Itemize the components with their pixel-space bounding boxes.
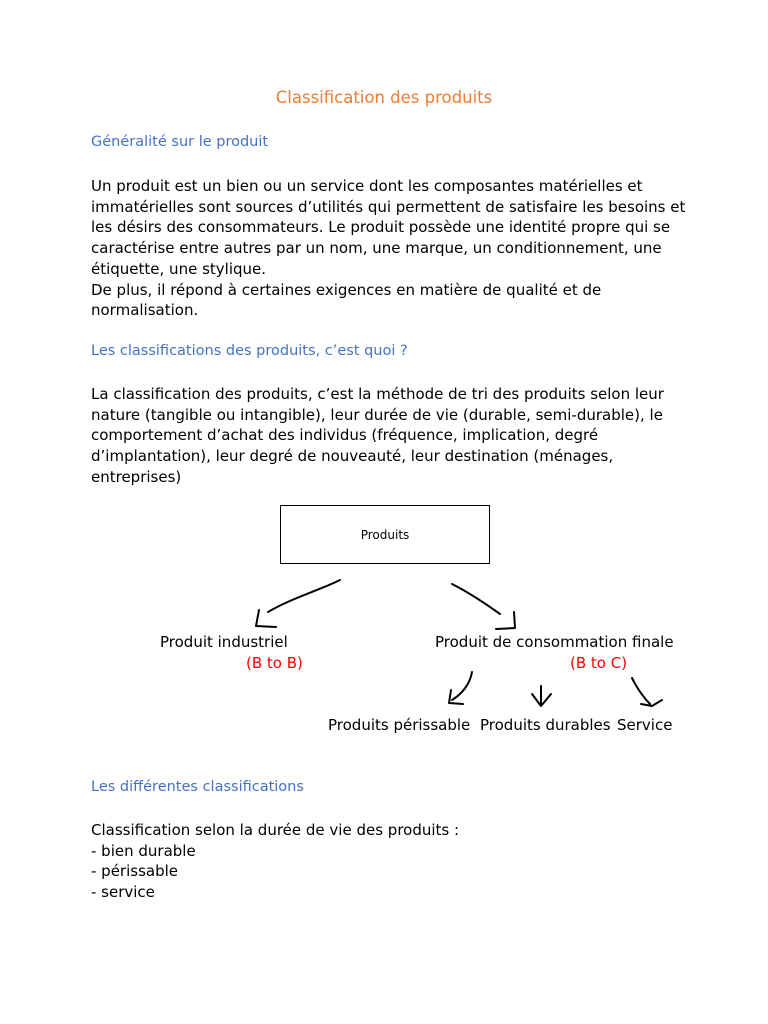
paragraph-line: entreprises) <box>91 467 182 486</box>
paragraph-line: Un produit est un bien ou un service dont les composantes matérielles et <box>91 177 643 195</box>
diagram-label-consommation: Produit de consommation finale <box>435 633 674 651</box>
paragraph-line: La classification des produits, c’est la méthode de tri des produits selon leur <box>91 385 664 403</box>
paragraph-line: comportement d’achat des individus (fréquence, implication, degré <box>91 426 599 445</box>
list-item: - bien durable <box>91 841 196 860</box>
paragraph-line: De plus, il répond à certaines exigences en matière de qualité et de <box>91 280 602 299</box>
paragraph-line: Classification selon la durée de vie des produits : <box>91 821 460 839</box>
diagram-label-industriel: Produit industriel <box>160 633 288 651</box>
paragraph-duree-de-vie <box>91 820 691 903</box>
list-item: - service <box>91 883 155 902</box>
arrow-head-consommation <box>496 612 515 629</box>
paragraph-line: étiquette, une stylique. <box>91 259 267 278</box>
list-item: - périssable <box>91 862 179 881</box>
diagram-root-label: Produits <box>360 527 410 542</box>
paragraph-line: nature (tangible ou intangible), leur durée de vie (durable, semi-durable), le <box>91 405 663 424</box>
diagram-leaf-service: Service <box>617 716 673 734</box>
paragraph-line: immatérielles sont sources d’utilités qui permettent de satisfaire les besoins et <box>91 197 686 216</box>
paragraph-line: normalisation. <box>91 301 199 320</box>
paragraph-line: caractérise entre autres par un nom, une marque, un conditionnement, une <box>91 239 662 258</box>
diagram-leaf-perissable: Produits périssable <box>328 716 471 734</box>
arrow-head-service <box>641 700 662 706</box>
paragraph-line: les désirs des consommateurs. Le produit possède une identité propre qui se <box>91 218 671 237</box>
diagram-sub-b-to-c: (B to C) <box>570 654 628 672</box>
section-heading-differentes: Les différentes classifications <box>91 779 304 795</box>
arrow-head-industriel <box>256 610 276 627</box>
section-heading-generalite: Généralité sur le produit <box>91 134 269 150</box>
arrow-root-to-consommation <box>452 584 500 614</box>
arrow-to-perissable <box>452 672 472 700</box>
arrow-to-service <box>632 678 650 704</box>
paragraph-line: d’implantation), leur degré de nouveauté, leur destination (ménages, <box>91 447 614 466</box>
diagram-leaf-durables: Produits durables <box>480 716 611 734</box>
document-title: Classification des produits <box>275 88 493 107</box>
diagram-sub-b-to-b: (B to B) <box>246 654 303 672</box>
section-heading-classifications: Les classifications des produits, c’est quoi ? <box>91 343 408 359</box>
arrow-root-to-industriel <box>268 580 340 612</box>
